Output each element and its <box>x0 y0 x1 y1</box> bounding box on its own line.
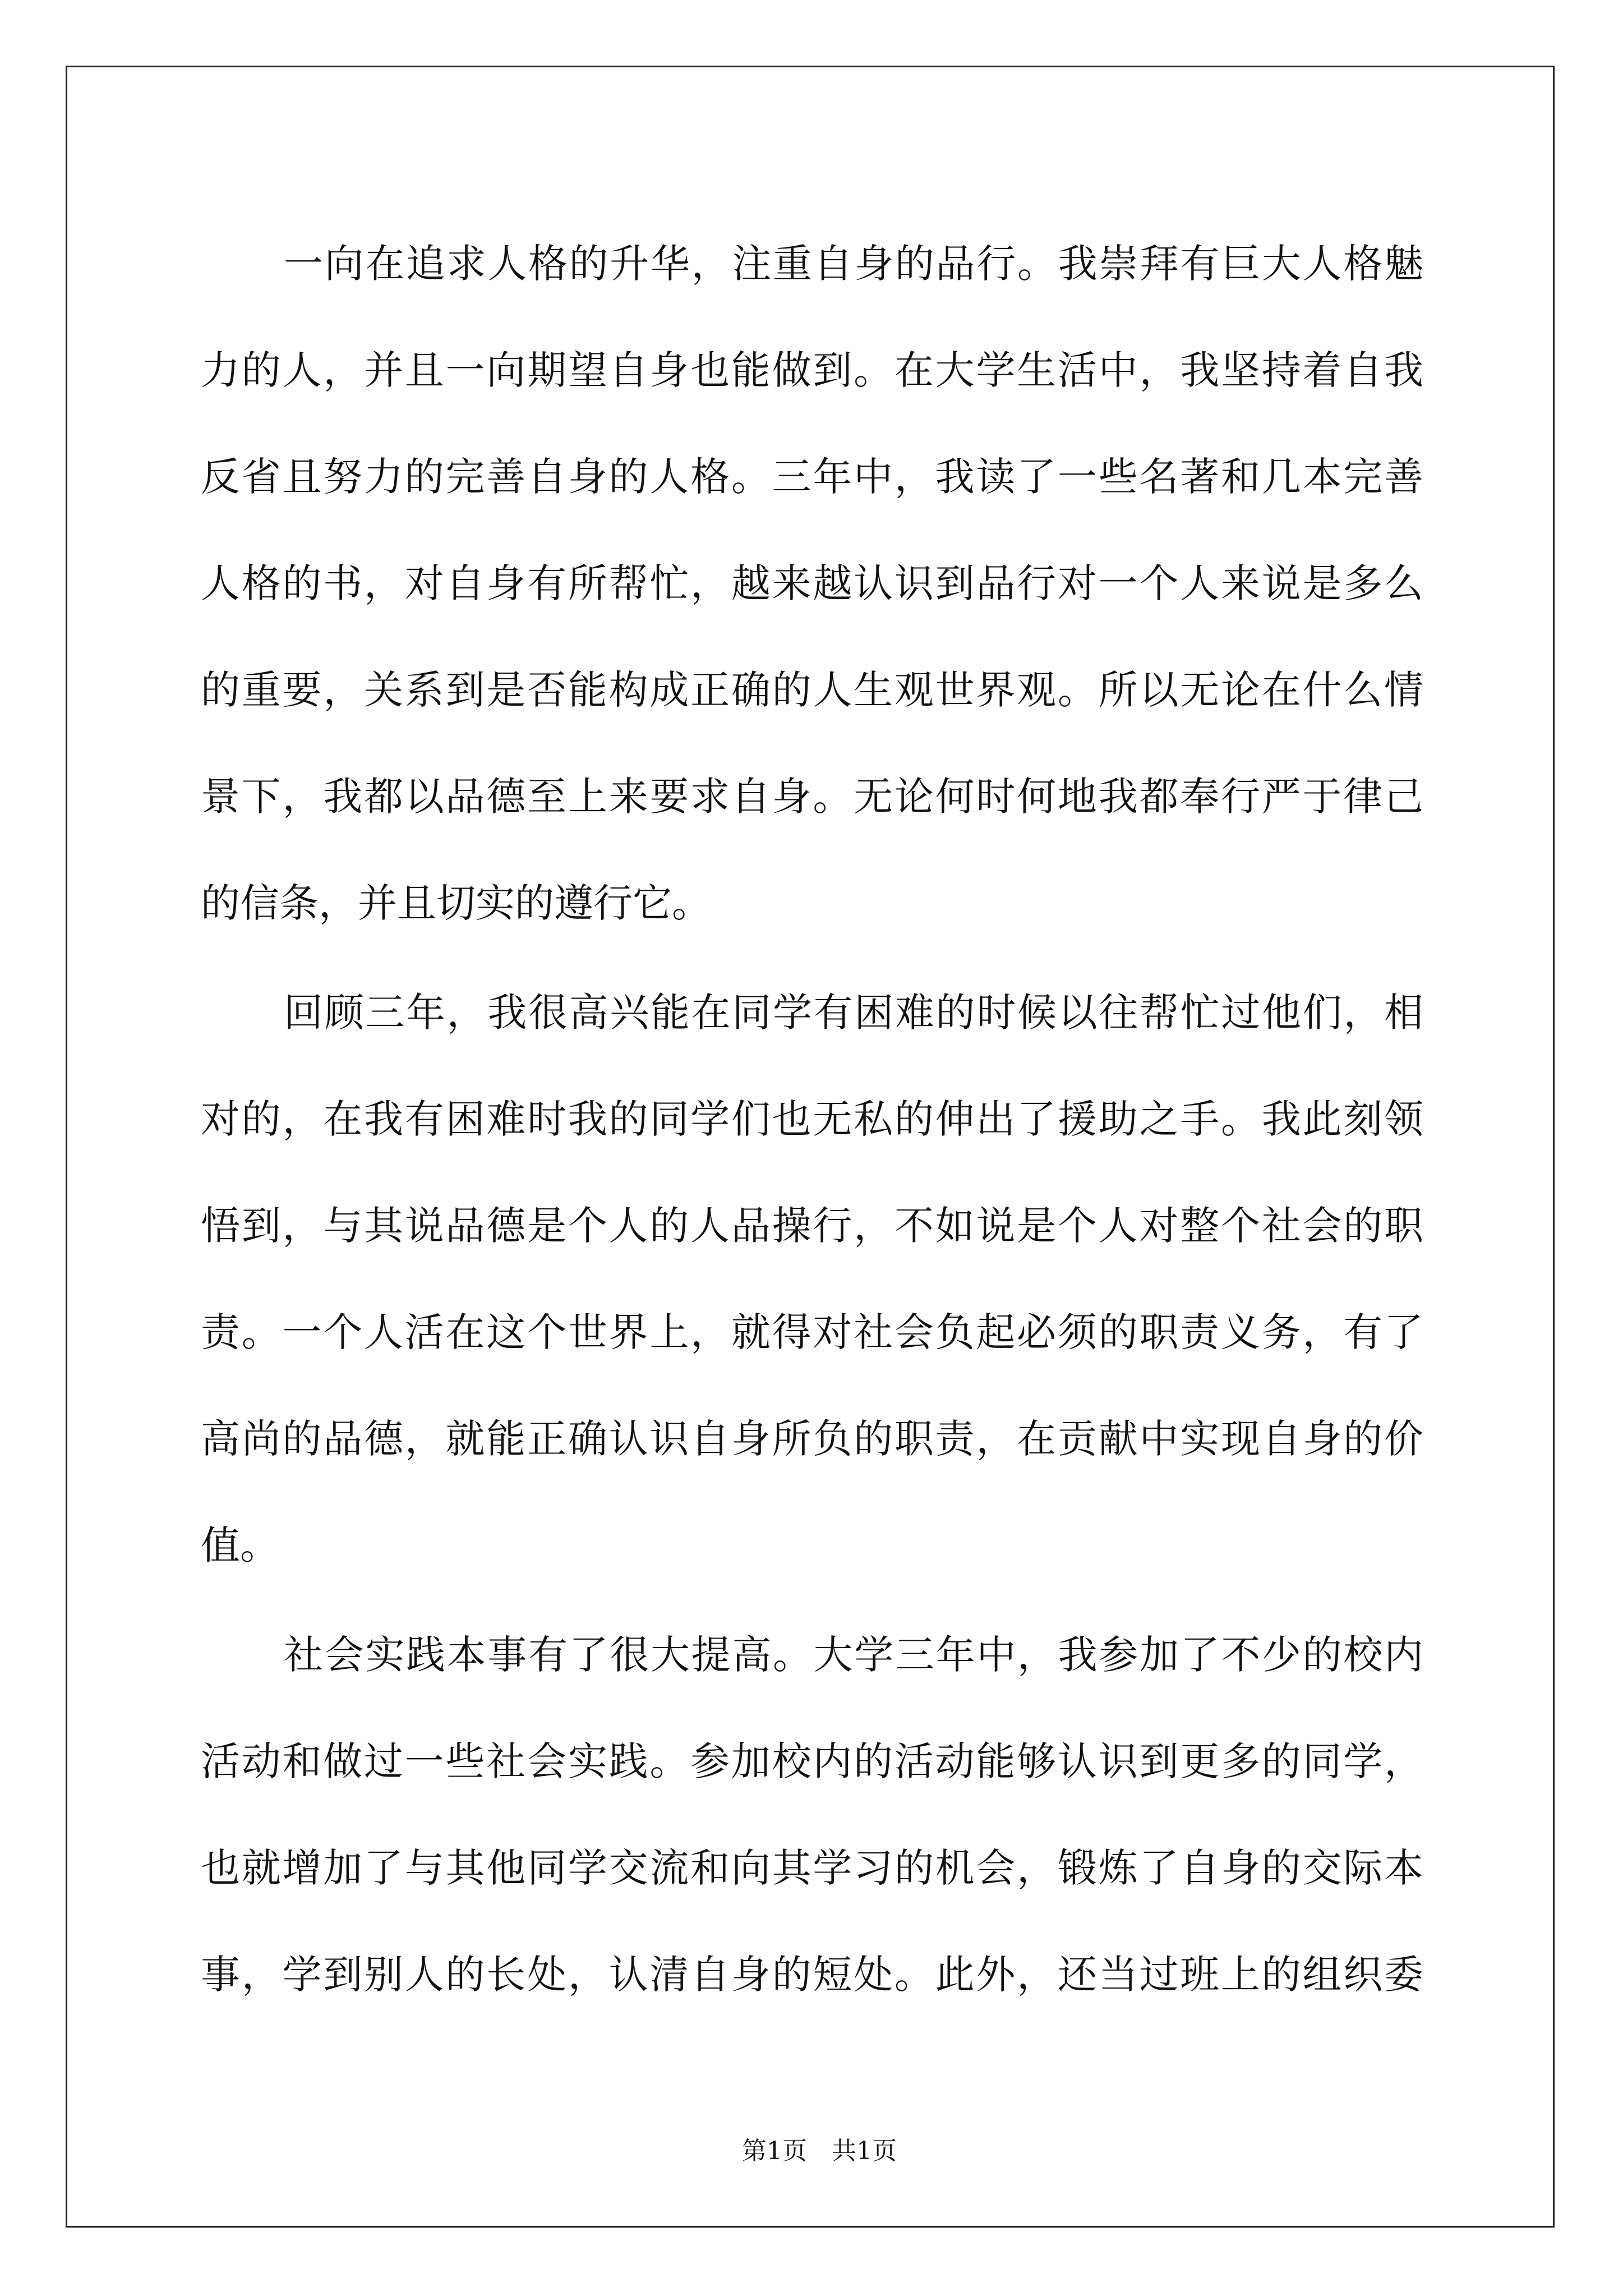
paragraph-line: 反省且努力的完善自身的人格。三年中，我读了一些名著和几本完善 <box>201 454 1423 500</box>
paragraph-line: 的重要，关系到是否能构成正确的人生观世界观。所以无论在什么情 <box>201 667 1423 713</box>
paragraph-line: 责。一个人活在这个世界上，就得对社会负起必须的职责义务，有了 <box>201 1309 1423 1355</box>
paragraph-line: 事，学到别人的长处，认清自身的短处。此外，还当过班上的组织委 <box>201 1952 1423 1998</box>
paragraph-line: 社会实践本事有了很大提高。大学三年中，我参加了不少的校内 <box>284 1632 1423 1678</box>
paragraph-line: 对的，在我有困难时我的同学们也无私的伸出了援助之手。我此刻领 <box>201 1096 1423 1142</box>
paragraph-line: 活动和做过一些社会实践。参加校内的活动能够认识到更多的同学， <box>201 1738 1423 1784</box>
paragraph-line: 高尚的品德，就能正确认识自身所负的职责，在贡献中实现自身的价 <box>201 1416 1423 1462</box>
paragraph-line: 力的人，并且一向期望自身也能做到。在大学生活中，我坚持着自我 <box>201 347 1423 393</box>
paragraph-line: 一向在追求人格的升华，注重自身的品行。我崇拜有巨大人格魅 <box>284 241 1423 287</box>
paragraph-line: 的信条，并且切实的遵行它。 <box>201 880 711 926</box>
page-number-label: 第1页 共1页 <box>741 2137 897 2165</box>
paragraph-3 <box>201 1602 1423 2028</box>
page-footer <box>0 2101 1623 2168</box>
paragraph-line: 人格的书，对自身有所帮忙，越来越认识到品行对一个人来说是多么 <box>201 560 1423 606</box>
document-body <box>201 210 1423 2028</box>
paragraph-line: 悟到，与其说品德是个人的人品操行，不如说是个人对整个社会的职 <box>201 1203 1423 1249</box>
paragraph-1 <box>201 210 1423 956</box>
paragraph-2 <box>201 959 1423 1599</box>
paragraph-line: 景下，我都以品德至上来要求自身。无论何时何地我都奉行严于律己 <box>201 774 1423 820</box>
paragraph-line: 值。 <box>201 1522 279 1568</box>
paragraph-line: 回顾三年，我很高兴能在同学有困难的时候以往帮忙过他们，相 <box>284 990 1423 1036</box>
paragraph-line: 也就增加了与其他同学交流和向其学习的机会，锻炼了自身的交际本 <box>201 1845 1423 1891</box>
